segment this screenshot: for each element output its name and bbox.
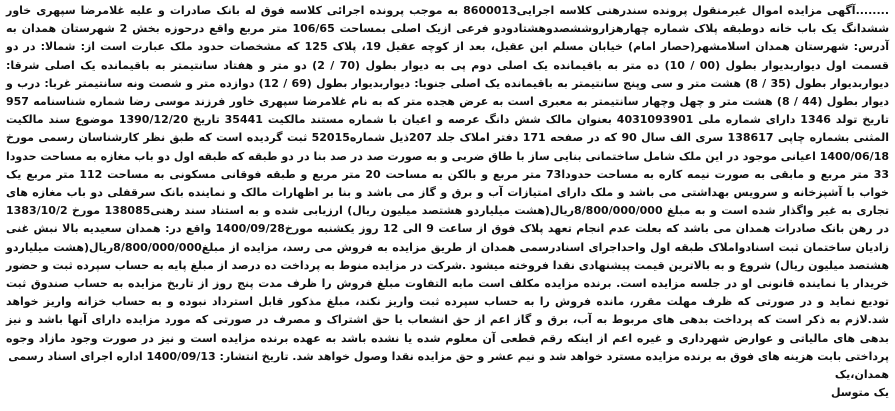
notice-footer-role: یک متوسل xyxy=(830,386,889,400)
notice-body: ........آگهی مزایده اموال غیرمنقول پرونده سندرهنی کلاسه اجرایی8600013 به موجب پرونده اجرائی کلاسه فوق له بانک صادرات و علیه غلامرضا سپهری خاور ششدانگ یک باب خانه دوطبقه پلاک شماره چهارهزاروششصدوهشتادودو فرعی ازیک اصلی بمساحت 106/65 متر مربع واقع درحوزه بخش 2 شهرستان همدان به آدرس: شهرستان همدان اسلامشهر(حصار امام) خیابان مسلم ابن عقیل، بعد از کوچه عقیل 19، پلاک 125 که مشخصات حدود ملک عبارت است از: شمالا: در دو قسمت اول دیواربدیوار بطول (00 / 10) ده متر به باقیمانده یک اصلی دوم پی به دیوار بطول (70 / 2) دو متر و هفتاد سانتیمتر به باقیمانده یک اصلی شرقا: دیواربدیوار بطول (35 / 8) هشت متر و سی وپنج سانتیمتر به باقیمانده یک اصلی جنوبا: دیواربدیوار بطول (69 / 12) دوازده متر و شصت ونه سانتیمتر غربا: درب و دیوار بطول (44 / 8) هشت متر و چهل وچهار سانتیمتر به معبری است به عرض هجده متر که به نام غلامرضا سپهری خاور فرزند موسی رضا شماره شناسنامه 957 تاریخ تولد 1346 دارای شماره ملی 4031093901 بعنوان مالک شش دانگ عرصه و اعیان با شماره مستند مالکیت 35441 تاریخ 1390/12/20 موضوع سند مالکیت المثنی بشماره چاپی 138617 سری الف سال 90 که در صفحه 171 دفتر املاک جلد 207ذیل شماره52015 ثبت گردیده است که طبق نظر کارشناسان رسمی مورخ 1400/06/18 اعیانی موجود در این ملک شامل ساختمانی بنایی ساز با طاق ضربی و به صورت صد در صد بنا در دو طبقه که طبقه اول دو باب مغازه به مساحت حدودا 33 متر مربع و مابقی به صورت نیمه کاره به مساحت حدودا73 متر مربع و بالکن به مساحت 20 متر مربع و طبقه فوقانی مسکونی به مساحت 112 متر مربع یک خواب با آشپزخانه و سرویس بهداشتی می باشد و ملک دارای امتیازات آب و برق و گاز می باشد و بنا بر اظهارات مالک و نماینده بانک سرقفلی دو باب مغازه های تجاری به غیر واگذار شده است و به مبلغ 8/800/000/000ریال(هشت میلیاردو هشتصد میلیون ریال) ارزیابی شده و به استناد سند رهنی138085 مورخ 1383/10/2 در رهن بانک صادرات همدان می باشد که بعلت عدم انجام تعهد پلاک فوق از ساعت 9 الی 12 روز یکشنبه مورخ1400/09/28 واقع در: همدان سعیدیه بالا نبش غنی زادیان ساختمان ثبت اسنادواملاک طبقه اول واحداجرای اسنادرسمی همدان از طریق مزایده به فروش می رسد، مزایده از مبلغ8/800/000/000ریال(هشت میلیاردو هشتصد میلیون ریال) شروع و به بالاترین قیمت پیشنهادی نقدا فروخته میشود .شرکت در مزایده منوط به پرداخت ده درصد از مبلغ پایه به حساب سپرده ثبت و حضور خریدار یا نماینده قانونی او در جلسه مزایده است. برنده مزایده مکلف است مابه التفاوت مبلغ فروش را ظرف مدت پنج روز از تاریخ مزایده به حساب صندوق ثبت تودیع نماید و در صورتی که ظرف مهلت مقرر، مانده فروش را به حساب سپرده ثبت واریز نکند، مبلغ مذکور قابل استرداد نبوده و به حساب خزانه واریز خواهد شد.لازم به ذکر است که پرداخت بدهی های مربوط به آب، برق و گاز اعم از حق انشعاب یا حق اشتراک و مصرف در صورتی که مورد مزایده دارای آنها باشد و نیز بدهی های مالیاتی و عوارض شهرداری و غیره اعم از اینکه رقم قطعی آن معلوم شده یا نشده باشد به عهده برنده مزایده است و نیز در صورت وجود مازاد وجوه پرداختی بابت هزینه های فوق به برنده مزایده مسترد خواهد شد و نیم عشر و حق مزایده نقدا وصول خواهد شد. تاریخ انتشار: 1400/09/13 اداره اجرای اسناد رسمی xyxy=(6,4,890,363)
notice-footer-city: همدان،یک xyxy=(834,368,889,382)
